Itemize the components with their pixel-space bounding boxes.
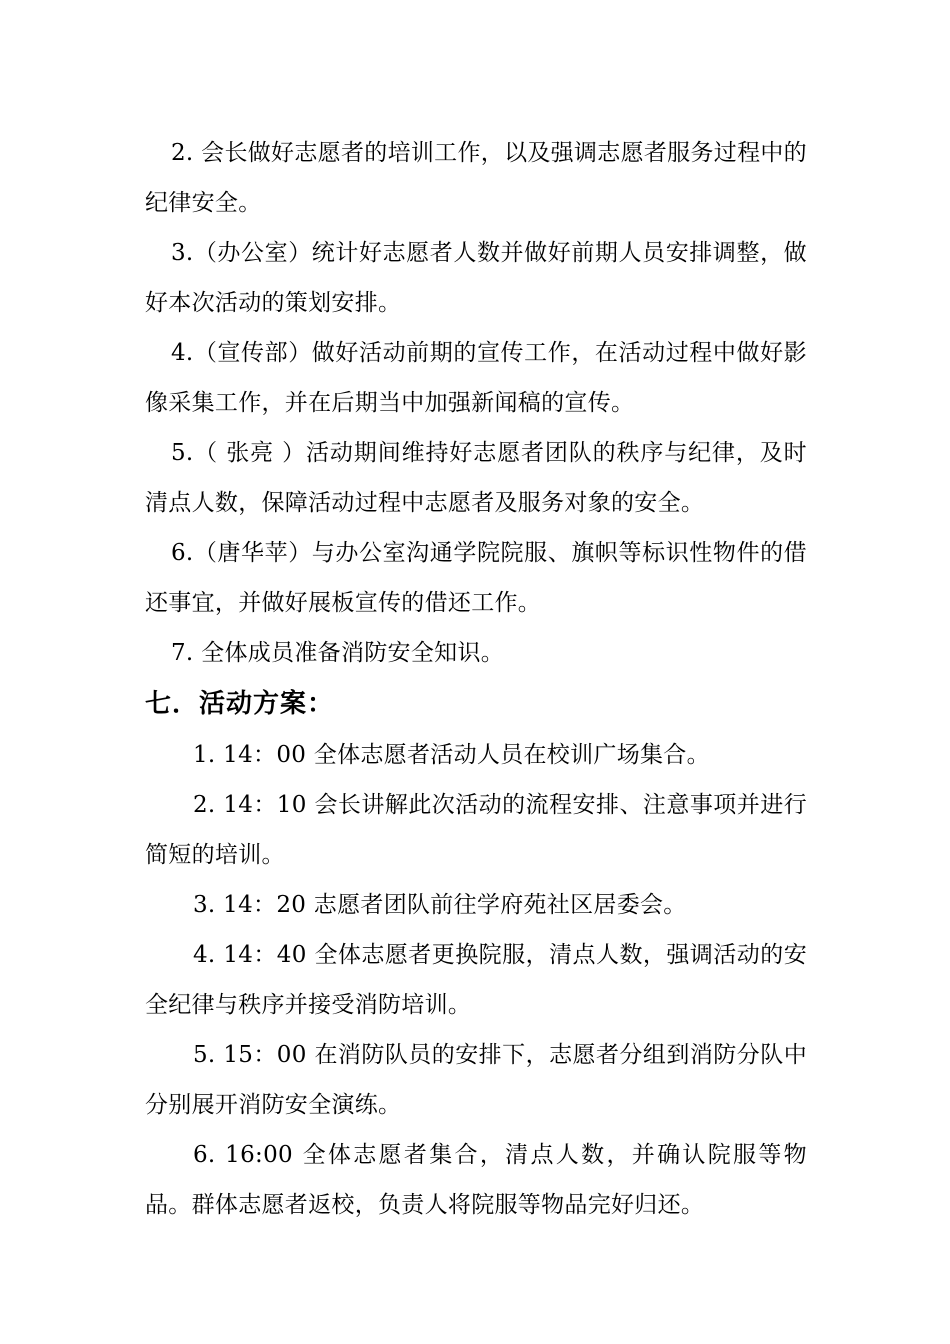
duty-item-5: 5.（ 张亮 ）活动期间维持好志愿者团队的秩序与纪律，及时清点人数，保障活动过程中志愿者及服务对象的安全。	[145, 440, 807, 516]
plan-item-4: 4. 14：40 全体志愿者更换院服，清点人数，强调活动的安全纪律与秩序并接受消防培训。	[145, 942, 807, 1018]
duty-item-3: 3.（办公室）统计好志愿者人数并做好前期人员安排调整，做好本次活动的策划安排。	[145, 240, 807, 316]
plan-item-6: 6. 16:00 全体志愿者集合，清点人数，并确认院服等物品。群体志愿者返校，负责人将院服等物品完好归还。	[145, 1142, 807, 1218]
plan-item-3: 3. 14：20 志愿者团队前往学府苑社区居委会。	[193, 892, 687, 918]
duty-item-4: 4.（宣传部）做好活动前期的宣传工作，在活动过程中做好影像采集工作，并在后期当中加强新闻稿的宣传。	[145, 340, 807, 416]
section-heading: 七．活动方案：	[145, 689, 335, 719]
duty-item-6: 6.（唐华苹）与办公室沟通学院院服、旗帜等标识性物件的借还事宜，并做好展板宣传的借还工作。	[145, 540, 807, 616]
plan-item-1: 1. 14：00 全体志愿者活动人员在校训广场集合。	[193, 742, 710, 768]
duty-item-2: 2. 会长做好志愿者的培训工作，以及强调志愿者服务过程中的纪律安全。	[145, 140, 807, 216]
document-page	[145, 128, 807, 1230]
plan-item-2: 2. 14：10 会长讲解此次活动的流程安排、注意事项并进行简短的培训。	[145, 792, 807, 868]
duty-item-7: 7. 全体成员准备消防安全知识。	[171, 640, 505, 666]
plan-item-5: 5. 15：00 在消防队员的安排下，志愿者分组到消防分队中分别展开消防安全演练。	[145, 1042, 807, 1118]
